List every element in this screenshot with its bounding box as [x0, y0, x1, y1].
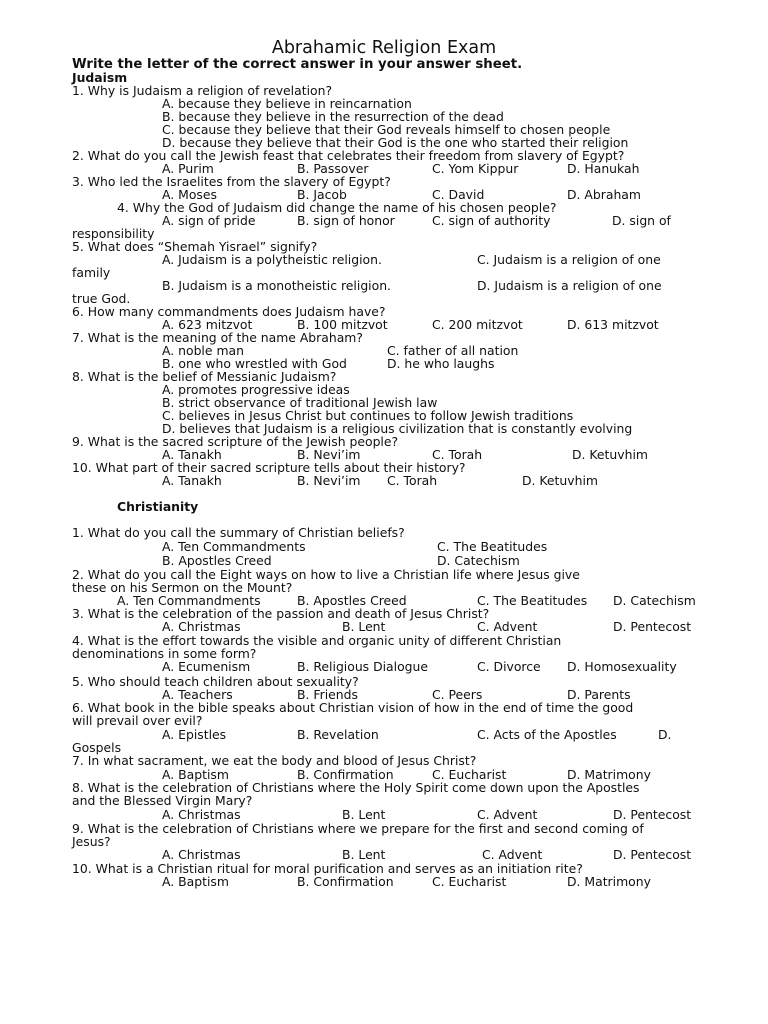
question: 1. What do you call the summary of Christian beliefs?: [72, 525, 405, 540]
question: 8. What is the belief of Messianic Judaism?: [72, 369, 337, 384]
answer-option: B. Judaism is a monotheistic religion.: [162, 278, 391, 293]
question: 7. What is the meaning of the name Abraham?: [72, 330, 363, 345]
answer-option: D. Matrimony: [567, 874, 651, 889]
answer-option: C. Torah: [432, 447, 483, 462]
answer-option: D. Ketuvhim: [572, 447, 648, 462]
answer-option: C. Divorce: [477, 659, 541, 674]
answer-option: D. believes that Judaism is a religious civilization that is constantly evolving: [162, 421, 633, 436]
answer-option-continued: responsibility: [72, 226, 155, 241]
answer-option: A. Teachers: [162, 687, 233, 702]
question: 6. What book in the bible speaks about Christian vision of how in the end of time the good: [72, 700, 634, 715]
section-heading-christianity: Christianity: [117, 499, 199, 514]
question-continued: and the Blessed Virgin Mary?: [72, 793, 253, 808]
answer-option: A. Moses: [162, 187, 217, 202]
question: 3. Who led the Israelites from the slavery of Egypt?: [72, 174, 391, 189]
answer-option: A. Baptism: [162, 874, 229, 889]
answer-option: C. Yom Kippur: [432, 161, 519, 176]
section-heading-judaism: Judaism: [72, 70, 128, 85]
exam-title: Abrahamic Religion Exam: [271, 38, 497, 58]
answer-option: D. Pentecost: [613, 847, 692, 862]
answer-option: B. Lent: [342, 807, 386, 822]
question: 9. What is the celebration of Christians where we prepare for the first and second coming of: [72, 821, 644, 836]
answer-option: B. Friends: [297, 687, 358, 702]
answer-option: A. Christmas: [162, 619, 241, 634]
question: 7. In what sacrament, we eat the body and blood of Jesus Christ?: [72, 753, 477, 768]
answer-option: B. Apostles Creed: [162, 553, 272, 568]
question: 10. What is a Christian ritual for moral purification and serves as an initiation rite?: [72, 861, 583, 876]
answer-option: B. Nevi’im: [297, 473, 361, 488]
answer-option: B. strict observance of traditional Jewish law: [162, 395, 438, 410]
answer-option: B. Lent: [342, 847, 386, 862]
answer-option: B. because they believe in the resurrection of the dead: [162, 109, 504, 124]
answer-option: D. Pentecost: [613, 807, 692, 822]
answer-option: D. Pentecost: [613, 619, 692, 634]
answer-option: D. Catechism: [437, 553, 520, 568]
question: 2. What do you call the Eight ways on how to live a Christian life where Jesus give: [72, 567, 580, 582]
question-continued: denominations in some form?: [72, 646, 257, 661]
question: 2. What do you call the Jewish feast that celebrates their freedom from slavery of Egypt?: [72, 148, 625, 163]
answer-option: D. Parents: [567, 687, 631, 702]
question: 6. How many commandments does Judaism have?: [72, 304, 386, 319]
answer-option: A. promotes progressive ideas: [162, 382, 350, 397]
answer-option: C. The Beatitudes: [477, 593, 588, 608]
answer-option: C. believes in Jesus Christ but continues to follow Jewish traditions: [162, 408, 574, 423]
answer-option: B. Religious Dialogue: [297, 659, 429, 674]
question: 5. Who should teach children about sexuality?: [72, 674, 359, 689]
answer-option-continued: Gospels: [72, 740, 122, 755]
answer-option: C. Judaism is a religion of one: [477, 252, 661, 267]
answer-option: D. he who laughs: [387, 356, 495, 371]
answer-option: C. because they believe that their God reveals himself to chosen people: [162, 122, 611, 137]
answer-option: D. Matrimony: [567, 767, 651, 782]
question-continued: these on his Sermon on the Mount?: [72, 580, 293, 595]
answer-option: C. 200 mitzvot: [432, 317, 523, 332]
answer-option: A. Tanakh: [162, 447, 222, 462]
answer-option: D. Homosexuality: [567, 659, 677, 674]
question: 1. Why is Judaism a religion of revelation?: [72, 83, 333, 98]
answer-option: C. Eucharist: [432, 874, 507, 889]
answer-option: C. Peers: [432, 687, 483, 702]
answer-option: B. Confirmation: [297, 874, 394, 889]
answer-option: C. Advent: [477, 807, 538, 822]
answer-option: D. Hanukah: [567, 161, 640, 176]
answer-option: D.: [658, 727, 672, 742]
answer-option: D. because they believe that their God is the one who started their religion: [162, 135, 629, 150]
question: 5. What does “Shemah Yisrael” signify?: [72, 239, 318, 254]
answer-option: C. The Beatitudes: [437, 539, 548, 554]
answer-option: C. Advent: [477, 619, 538, 634]
answer-option: C. Acts of the Apostles: [477, 727, 617, 742]
answer-option: A. Christmas: [162, 847, 241, 862]
answer-option: C. father of all nation: [387, 343, 519, 358]
answer-option: D. Ketuvhim: [522, 473, 598, 488]
question-continued: will prevail over evil?: [72, 713, 203, 728]
answer-option: B. Apostles Creed: [297, 593, 407, 608]
question: 10. What part of their sacred scripture tells about their history?: [72, 460, 466, 475]
answer-option: A. Tanakh: [162, 473, 222, 488]
answer-option: A. sign of pride: [162, 213, 256, 228]
answer-option: B. Jacob: [297, 187, 347, 202]
answer-option: A. Ecumenism: [162, 659, 251, 674]
answer-option: C. Eucharist: [432, 767, 507, 782]
answer-option: B. sign of honor: [297, 213, 395, 228]
answer-option: C. sign of authority: [432, 213, 551, 228]
answer-option: A. because they believe in reincarnation: [162, 96, 412, 111]
question: 4. What is the effort towards the visible and organic unity of different Christian: [72, 633, 562, 648]
answer-option: A. Ten Commandments: [162, 539, 306, 554]
answer-option: B. Nevi’im: [297, 447, 361, 462]
answer-option: A. Epistles: [162, 727, 227, 742]
answer-option: B. 100 mitzvot: [297, 317, 388, 332]
answer-option: D. Abraham: [567, 187, 641, 202]
answer-option: A. 623 mitzvot: [162, 317, 253, 332]
answer-option: A. Baptism: [162, 767, 229, 782]
instructions: Write the letter of the correct answer in your answer sheet.: [72, 57, 523, 72]
answer-option: C. Torah: [387, 473, 438, 488]
answer-option: B. one who wrestled with God: [162, 356, 347, 371]
answer-option: A. noble man: [162, 343, 244, 358]
answer-option: C. David: [432, 187, 485, 202]
answer-option: A. Ten Commandments: [117, 593, 261, 608]
answer-option: C. Advent: [482, 847, 543, 862]
answer-option: B. Passover: [297, 161, 369, 176]
answer-option-continued: family: [72, 265, 111, 280]
answer-option: B. Revelation: [297, 727, 379, 742]
answer-option: A. Purim: [162, 161, 214, 176]
question-continued: Jesus?: [72, 834, 111, 849]
question: 8. What is the celebration of Christians where the Holy Spirit come down upon the Apostles: [72, 780, 640, 795]
answer-option: B. Confirmation: [297, 767, 394, 782]
answer-option: D. sign of: [612, 213, 671, 228]
answer-option: D. Judaism is a religion of one: [477, 278, 662, 293]
answer-option: A. Judaism is a polytheistic religion.: [162, 252, 382, 267]
answer-option: A. Christmas: [162, 807, 241, 822]
answer-option: D. Catechism: [613, 593, 696, 608]
question: 9. What is the sacred scripture of the Jewish people?: [72, 434, 399, 449]
question: 4. Why the God of Judaism did change the name of his chosen people?: [117, 200, 557, 215]
answer-option: B. Lent: [342, 619, 386, 634]
answer-option: D. 613 mitzvot: [567, 317, 659, 332]
question: 3. What is the celebration of the passion and death of Jesus Christ?: [72, 606, 490, 621]
answer-option-continued: true God.: [72, 291, 131, 306]
